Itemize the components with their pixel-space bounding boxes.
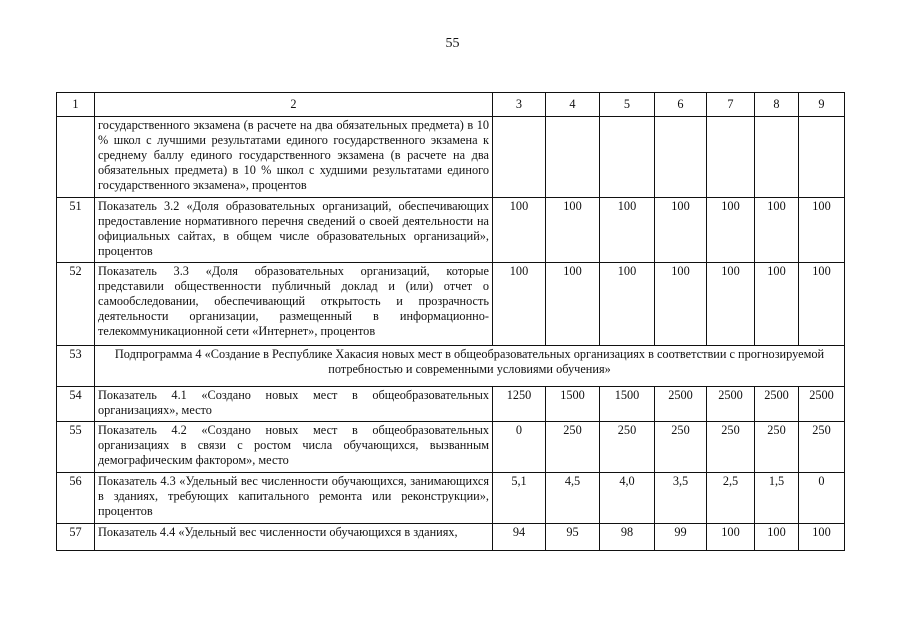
value-cell <box>546 117 600 198</box>
value-cell: 100 <box>707 263 755 346</box>
column-header: 4 <box>546 93 600 117</box>
value-cell: 100 <box>655 263 707 346</box>
value-cell: 1500 <box>600 387 655 422</box>
table-row <box>57 387 845 422</box>
table-row <box>57 422 845 473</box>
value-cell: 0 <box>493 422 546 473</box>
row-number: 54 <box>57 387 95 422</box>
table-row-subprogram <box>57 346 845 387</box>
value-cell <box>493 117 546 198</box>
value-cell: 100 <box>546 263 600 346</box>
value-cell: 4,5 <box>546 473 600 524</box>
column-header: 6 <box>655 93 707 117</box>
value-cell: 1250 <box>493 387 546 422</box>
value-cell: 4,0 <box>600 473 655 524</box>
value-cell: 98 <box>600 524 655 551</box>
indicator-description: Показатель 3.3 «Доля образовательных организаций, которые представили общественности публичный доклад и (или) отчет о самообследовании, обеспечивающий открытость и прозрачность деятельности организации, размещенный в информационно-телекоммуникационной сети «Интернет», процентов <box>95 263 493 346</box>
value-cell <box>755 117 799 198</box>
indicator-description: Показатель 4.3 «Удельный вес численности обучающихся, занимающихся в зданиях, требующих капитального ремонта или реконструкции», процентов <box>95 473 493 524</box>
value-cell: 94 <box>493 524 546 551</box>
value-cell: 3,5 <box>655 473 707 524</box>
column-header: 9 <box>799 93 845 117</box>
indicator-description: Показатель 4.1 «Создано новых мест в общеобразовательных организациях», место <box>95 387 493 422</box>
value-cell: 2500 <box>799 387 845 422</box>
value-cell <box>799 117 845 198</box>
indicator-description: государственного экзамена (в расчете на два обязательных предмета) в 10 % школ с лучшими результатами единого государственного экзамена к среднему баллу единого государственного экзамена (в расчете на два обязательных предмета) в 10 % школ с худшими результатами единого государственного экзамена», процентов <box>95 117 493 198</box>
table-row <box>57 473 845 524</box>
value-cell: 1500 <box>546 387 600 422</box>
table-row <box>57 117 845 198</box>
value-cell: 100 <box>546 198 600 263</box>
column-header: 1 <box>57 93 95 117</box>
column-header: 3 <box>493 93 546 117</box>
value-cell <box>655 117 707 198</box>
column-header: 8 <box>755 93 799 117</box>
page-number: 55 <box>445 36 460 51</box>
value-cell: 2,5 <box>707 473 755 524</box>
value-cell: 100 <box>493 263 546 346</box>
value-cell: 250 <box>755 422 799 473</box>
value-cell: 100 <box>600 198 655 263</box>
value-cell: 100 <box>707 198 755 263</box>
value-cell: 0 <box>799 473 845 524</box>
indicator-description: Показатель 4.4 «Удельный вес численности обучающихся в зданиях, <box>95 524 493 551</box>
value-cell: 100 <box>799 524 845 551</box>
value-cell: 100 <box>799 198 845 263</box>
value-cell: 5,1 <box>493 473 546 524</box>
row-number <box>57 117 95 198</box>
value-cell: 250 <box>799 422 845 473</box>
value-cell: 250 <box>707 422 755 473</box>
value-cell: 250 <box>655 422 707 473</box>
value-cell: 100 <box>600 263 655 346</box>
value-cell: 95 <box>546 524 600 551</box>
row-number: 53 <box>57 346 95 387</box>
value-cell: 250 <box>600 422 655 473</box>
value-cell: 100 <box>707 524 755 551</box>
row-number: 52 <box>57 263 95 346</box>
row-number: 57 <box>57 524 95 551</box>
row-number: 55 <box>57 422 95 473</box>
value-cell: 2500 <box>755 387 799 422</box>
value-cell <box>600 117 655 198</box>
value-cell: 99 <box>655 524 707 551</box>
value-cell <box>707 117 755 198</box>
table-header-row <box>57 93 845 117</box>
indicators-table <box>56 92 845 551</box>
column-header: 7 <box>707 93 755 117</box>
table-row <box>57 198 845 263</box>
row-number: 56 <box>57 473 95 524</box>
value-cell: 100 <box>493 198 546 263</box>
value-cell: 100 <box>755 263 799 346</box>
value-cell: 2500 <box>707 387 755 422</box>
value-cell: 100 <box>755 524 799 551</box>
table-row <box>57 524 845 551</box>
indicator-description: Показатель 4.2 «Создано новых мест в общеобразовательных организациях в связи с ростом числа обучающихся, вызванным демографическим фактором», место <box>95 422 493 473</box>
value-cell: 1,5 <box>755 473 799 524</box>
column-header: 2 <box>95 93 493 117</box>
table-row <box>57 263 845 346</box>
value-cell: 100 <box>755 198 799 263</box>
value-cell: 100 <box>799 263 845 346</box>
column-header: 5 <box>600 93 655 117</box>
value-cell: 2500 <box>655 387 707 422</box>
row-number: 51 <box>57 198 95 263</box>
subprogram-title: Подпрограмма 4 «Создание в Республике Хакасия новых мест в общеобразовательных организациях в соответствии с прогнозируемой потребностью и современными условиями обучения» <box>95 346 845 387</box>
value-cell: 100 <box>655 198 707 263</box>
indicator-description: Показатель 3.2 «Доля образовательных организаций, обеспечивающих предоставление нормативного перечня сведений о своей деятельности на официальных сайтах, в общем числе образовательных организаций», процентов <box>95 198 493 263</box>
value-cell: 250 <box>546 422 600 473</box>
